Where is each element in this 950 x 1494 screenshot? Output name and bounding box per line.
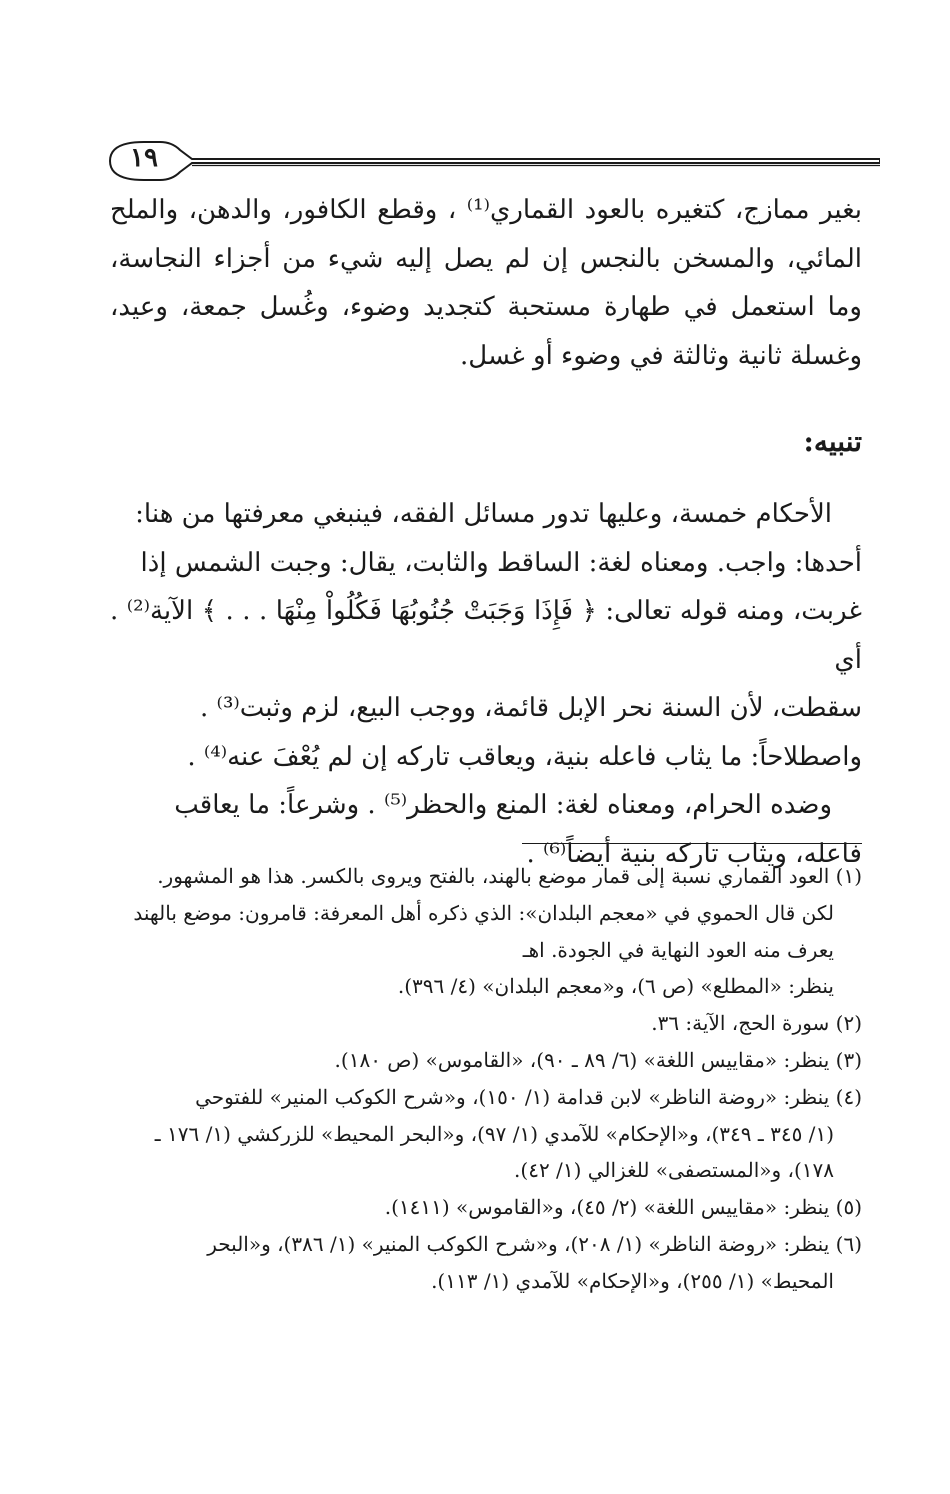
footnote-4-continuation: (١/ ٣٤٥ ـ ٣٤٩)، و«الإحكام» للآمدي (١/ ٩٧)، و«البحر المحيط» للزركشي (١/ ١٧٦ ـ [154, 1121, 834, 1146]
paragraph-continuation: بغير ممازج، كتغيره بالعود القماري⁽¹⁾ ، وقطع الكافور، والدهن، والملح المائي، والمسخن بالنجس إن لم يصل إليه شيء من أجزاء النجاسة، وما استعمل في طهارة مستحبة كتجديد وضوء، وغُسل جمعة، وعيد، وغسلة ثانية وثالثة في وضوء أو غسل. [110, 195, 862, 371]
footnote-1: (١) العود القماري نسبة إلى قمار موضع بالهند، بالفتح ويروى بالكسر. هذا هو المشهور. [157, 864, 862, 888]
footnote-1-continuation: لكن قال الحموي في «معجم البلدان»: الذي ذكره أهل المعرفة: قامرون: موضع بالهند [133, 900, 834, 925]
text-line: الأحكام خمسة، وعليها تدور مسائل الفقه، فينبغي معرفتها من هنا: [135, 499, 832, 529]
text-line: غربت، ومنه قوله تعالى: ﴿ فَإِذَا وَجَبَتْ جُنُوبُهَا فَكُلُواْ مِنْهَا . . . ﴾ الآية⁽²⁾ . أي [110, 596, 862, 675]
text-line: وضده الحرام، ومعناه لغة: المنع والحظر⁽⁵⁾ . وشرعاً: ما يعاقب [174, 790, 832, 820]
footnote-separator [522, 843, 862, 844]
page-header [100, 138, 880, 182]
footnote-1-continuation: يعرف منه العود النهاية في الجودة. اهـ [522, 937, 834, 962]
text-line: واصطلاحاً: ما يثاب فاعله بنية، ويعاقب تاركه إن لم يُعْفَ عنه⁽⁴⁾ . [187, 741, 862, 772]
footnote-2: (٢) سورة الحج، الآية: ٣٦. [651, 1011, 862, 1036]
footnote-4: (٤) ينظر: «روضة الناظر» لابن قدامة (١/ ١٥٠)، و«شرح الكوكب المنير» للفتوحي [195, 1084, 862, 1109]
footnote-4-continuation: ١٧٨)، و«المستصفى» للغزالي (١/ ٤٢). [514, 1158, 834, 1183]
page-number: ١٩ [130, 143, 158, 173]
footnote-5: (٥) ينظر: «مقاييس اللغة» (٢/ ٤٥)، و«القاموس» (١٤١١). [384, 1195, 862, 1220]
header-ornament [100, 138, 880, 182]
text-line: فاعله، ويثاب تاركه بنية أيضاً⁽⁶⁾ . [526, 838, 862, 869]
section-heading: تنبيه: [803, 425, 862, 458]
footnote-1-continuation: ينظر: «المطلع» (ص ٦)، و«معجم البلدان» (٤/ ٣٩٦). [397, 974, 834, 999]
paragraph-ahkam [110, 490, 862, 878]
footnotes [110, 858, 862, 1300]
text-line: سقطت، لأن السنة نحر الإبل قائمة، ووجب البيع، لزم وثبت⁽³⁾ . [200, 693, 862, 723]
footnote-3: (٣) ينظر: «مقاييس اللغة» (٦/ ٨٩ ـ ٩٠)، «القاموس» (ص ١٨٠). [334, 1047, 862, 1072]
text-line: أحدها: واجب. ومعناه لغة: الساقط والثابت، يقال: وجبت الشمس إذا [140, 547, 862, 578]
footnote-6-continuation: المحيط» (١/ ٢٥٥)، و«الإحكام» للآمدي (١/ ١١٣). [431, 1268, 834, 1293]
footnote-6: (٦) ينظر: «روضة الناظر» (١/ ٢٠٨)، و«شرح الكوكب المنير» (١/ ٣٨٦)، و«البحر [207, 1231, 862, 1256]
